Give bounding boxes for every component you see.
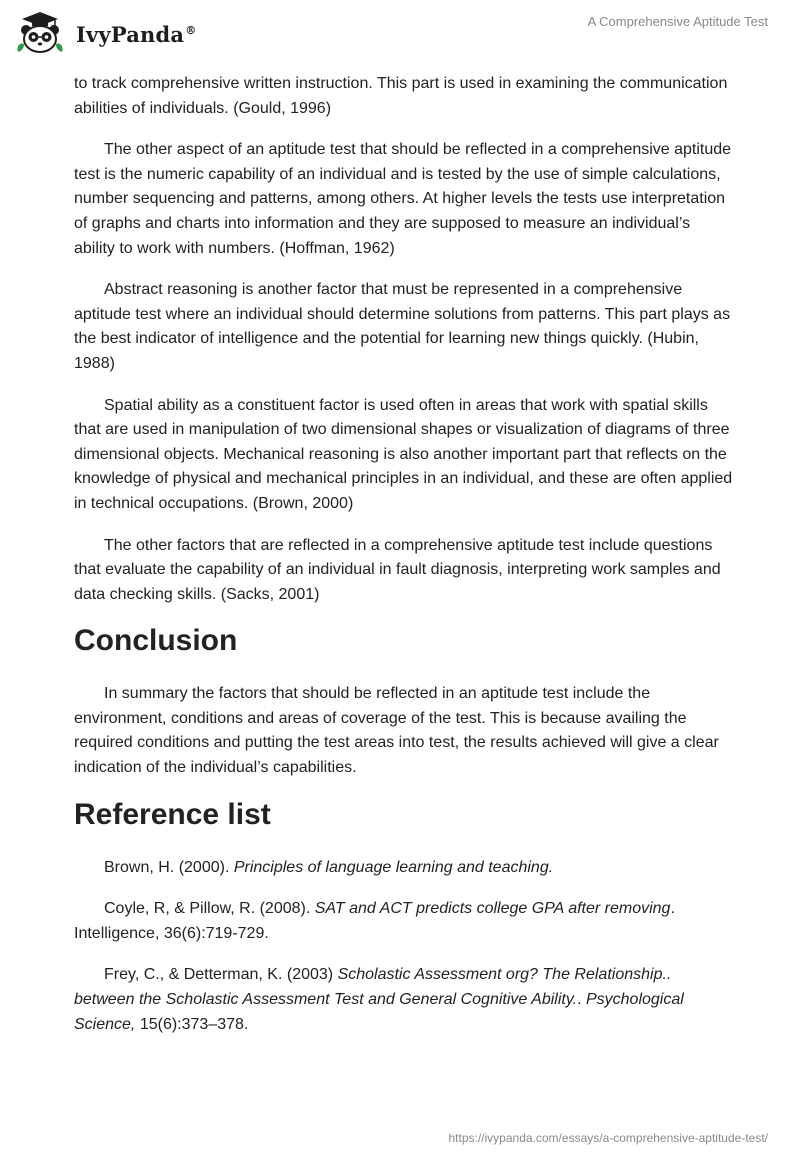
running-title: A Comprehensive Aptitude Test [587,14,768,29]
body-paragraph-abstract: Abstract reasoning is another factor that must be represented in a comprehensive aptitude test where an individual should determine solutions from patterns. This part plays as the best indicator of intelligence and the potential for learning new things quickly. (Hubin, 1988) [74,281,731,372]
reference-item [74,963,734,1037]
reference-source: 15(6):373–378. [135,1015,249,1033]
reference-item [74,897,734,946]
reference-journal: Psychological Science, [74,991,684,1033]
reference-separator: . [577,991,586,1009]
reference-authors: Frey, C., & Detterman, K. (2003) [104,966,338,984]
body-paragraph-continued: to track comprehensive written instruction. This part is used in examining the communication abilities of individuals. (Gould, 1996) [74,75,728,117]
reference-authors: Coyle, R, & Pillow, R. (2008). [104,900,315,918]
ivypanda-logo[interactable] [14,10,196,56]
reference-source: . Intelligence, 36(6):719-729. [74,900,675,942]
reference-title: SAT and ACT predicts college GPA after removing [314,900,671,918]
reference-title: Scholastic Assessment org? The Relationship.. between the Scholastic Assessment Test and General Cognitive Ability. [74,966,672,1009]
conclusion-heading: Conclusion [74,624,238,658]
brand-name: IvyPanda® [76,21,197,47]
registered-mark: ® [185,23,197,37]
reference-authors: Brown, H. (2000). [104,858,234,876]
body-paragraph-other-factors: The other factors that are reflected in a comprehensive aptitude test include questions that evaluate the capability of an individual in fault diagnosis, interpreting work samples and data checking skills. (Sacks, 2001) [74,536,721,603]
panda-logo-icon [14,10,66,56]
reference-item [74,856,734,881]
essay-content [74,72,734,1054]
reference-list-heading: Reference list [74,797,271,831]
reference-title: Principles of language learning and teaching. [233,858,554,876]
conclusion-paragraph: In summary the factors that should be reflected in an aptitude test include the environment, conditions and areas of coverage of the test. This is because availing the required conditions and putting the test areas into test, the results achieved will give a clear indication of the individual’s capabilities. [74,685,719,777]
body-paragraph-spatial: Spatial ability as a constituent factor is used often in areas that work with spatial skills that are used in manipulation of two dimensional shapes or visualization of diagrams of three dimensional objects. Mechanical reasoning is also another important part that reflects on the knowledge of physical and mechanical principles in an individual, and these are often applied in technical occupations. (Brown, 2000) [74,396,733,512]
source-url[interactable]: https://ivypanda.com/essays/a-comprehensive-aptitude-test/ [448,1131,768,1145]
page-header [0,0,800,70]
body-paragraph-numeric: The other aspect of an aptitude test that should be reflected in a comprehensive aptitude test is the numeric capability of an individual and is tested by the use of simple calculations, number sequencing and patterns, among others. At higher levels the tests use interpretation of graphs and charts into information and they are supposed to measure an individual’s ability to work with numbers. (Hoffman, 1962) [74,141,732,257]
